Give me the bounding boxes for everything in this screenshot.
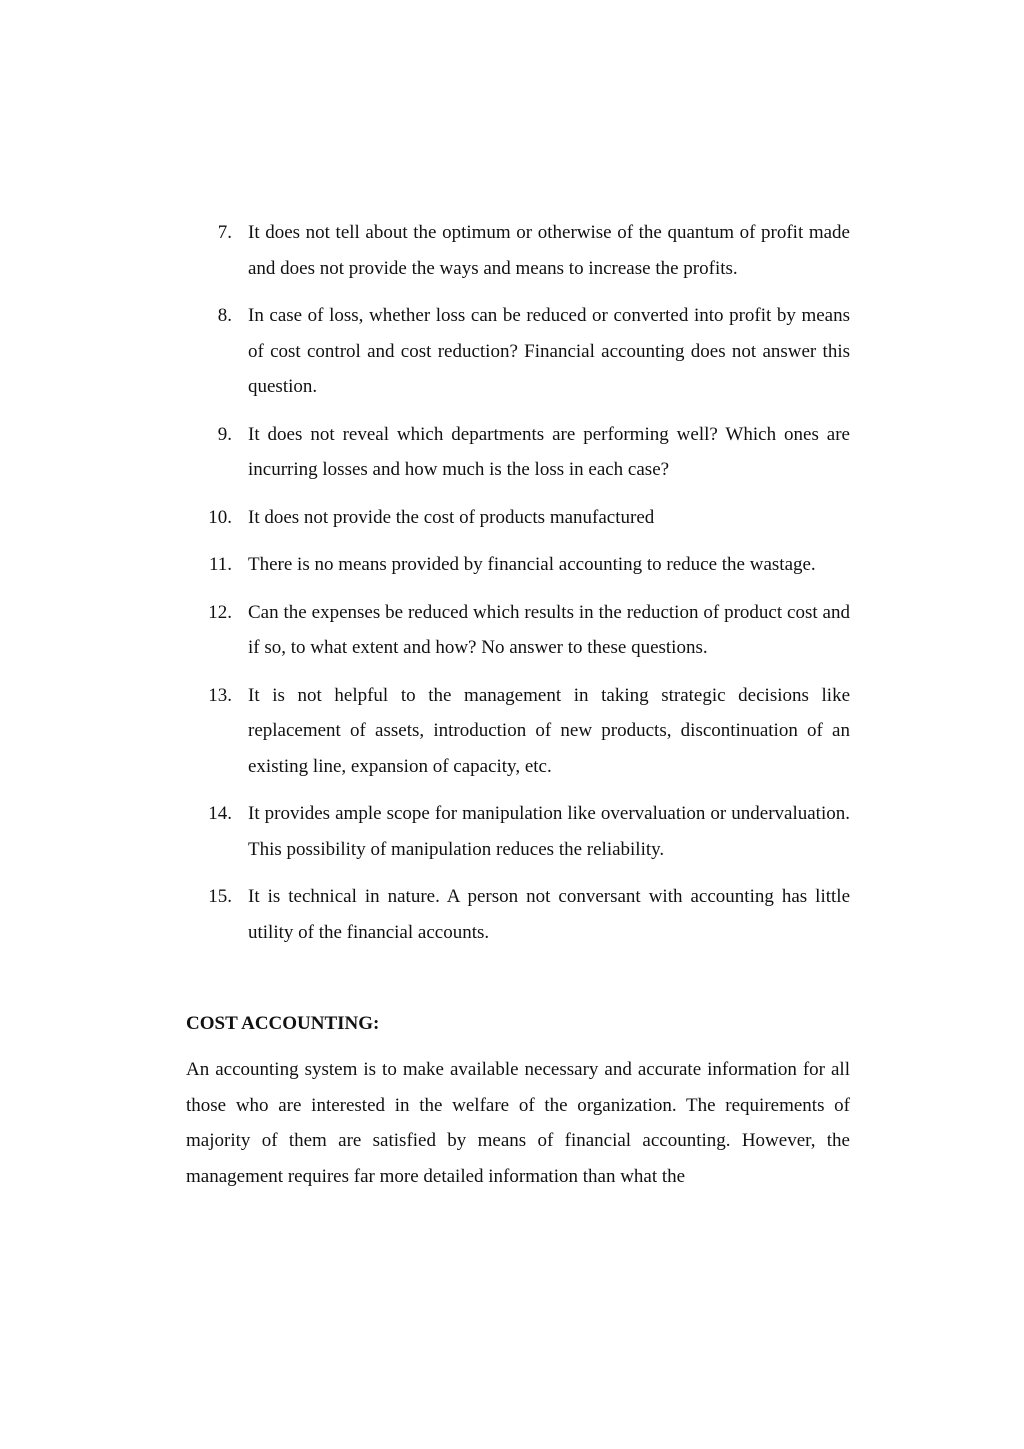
list-item <box>186 500 850 536</box>
section-paragraph: An accounting system is to make available necessary and accurate information for all those who are interested in the welfare of the organization. The requirements of majority of them are satisfied by means of financial accounting. However, the management requires far more detailed information than what the <box>186 1059 850 1187</box>
list-item-text: It is technical in nature. A person not conversant with accounting has little utility of the financial accounts. <box>248 886 850 943</box>
list-item-text: Can the expenses be reduced which results in the reduction of product cost and if so, to what extent and how? No answer to these questions. <box>248 601 850 658</box>
list-item-text: It does not reveal which departments are performing well? Which ones are incurring losses and how much is the loss in each case? <box>248 423 850 480</box>
list-item-text: In case of loss, whether loss can be reduced or converted into profit by means of cost control and cost reduction? Financial accounting does not answer this question. <box>248 305 850 397</box>
list-item-text: It is not helpful to the management in taking strategic decisions like replacement of assets, introduction of new products, discontinuation of an existing line, expansion of capacity, etc. <box>248 684 850 777</box>
list-item-text: It provides ample scope for manipulation like overvaluation or undervaluation. This possibility of manipulation reduces the reliability. <box>248 803 850 860</box>
list-item <box>186 678 850 785</box>
list-item-text: It does not provide the cost of products manufactured <box>248 506 655 528</box>
list-item-number: 15. <box>208 886 232 907</box>
list-item-number: 9. <box>217 423 232 445</box>
list-item-number: 8. <box>217 305 232 326</box>
list-item <box>186 298 850 405</box>
list-item-number: 14. <box>208 803 232 824</box>
list-item-number: 12. <box>208 601 232 623</box>
limitations-list <box>186 215 850 962</box>
list-item <box>186 879 850 950</box>
list-item-text: There is no means provided by financial accounting to reduce the wastage. <box>248 554 816 575</box>
list-item <box>186 796 850 867</box>
list-item-text: It does not tell about the optimum or otherwise of the quantum of profit made and does not provide the ways and means to increase the profits. <box>248 222 850 279</box>
list-item-number: 7. <box>217 222 232 243</box>
list-item <box>186 417 850 488</box>
list-item <box>186 215 850 286</box>
list-item <box>186 547 850 583</box>
section-heading: COST ACCOUNTING: <box>186 1013 380 1034</box>
list-item <box>186 595 850 666</box>
list-item-number: 13. <box>208 684 232 706</box>
list-item-number: 10. <box>208 506 232 528</box>
list-item-number: 11. <box>208 554 232 575</box>
